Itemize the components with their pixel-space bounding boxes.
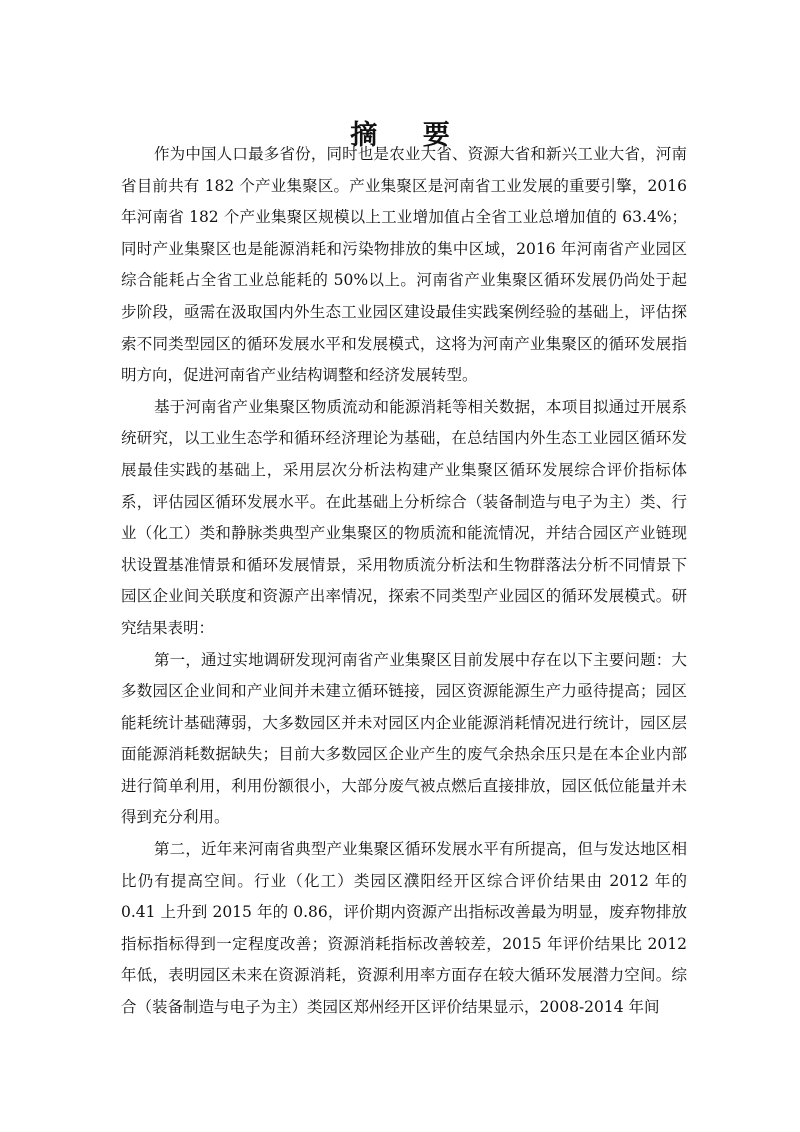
abstract-paragraph-2: 基于河南省产业集聚区物质流动和能源消耗等相关数据，本项目拟通过开展系统研究，以工业生态学和循环经济理论为基础，在总结国内外生态工业园区循环发展最佳实践的基础上，采用层次分析法构建产业集聚区循环发展综合评价指标体系，评估园区循环发展水平。在此基础上分析综合（装备制造与电子为主）类、行业（化工）类和静脉类典型产业集聚区的物质流和能流情况，并结合园区产业链现状设置基准情景和循环发展情景，采用物质流分析法和生物群落法分析不同情景下园区企业间关联度和资源产出率情况，探索不同类型产业园区的循环发展模式。研究结果表明： xyxy=(121,397,687,637)
abstract-title: 摘 要 xyxy=(350,120,468,152)
abstract-paragraph-3: 第一，通过实地调研发现河南省产业集聚区目前发展中存在以下主要问题：大多数园区企业间和产业间并未建立循环链接，园区资源能源生产力亟待提高；园区能耗统计基础薄弱，大多数园区并未对园区内企业能源消耗情况进行统计，园区层面能源消耗数据缺失；目前大多数园区企业产生的废气余热余压只是在本企业内部进行简单利用，利用份额很小，大部分废气被点燃后直接排放，园区低位能量并未得到充分利用。 xyxy=(121,650,687,827)
abstract-paragraph-4: 第二，近年来河南省典型产业集聚区循环发展水平有所提高，但与发达地区相比仍有提高空间。行业（化工）类园区濮阳经开区综合评价结果由 2012 年的 0.41 上升到 2015 年的 0.86，评价期内资源产出指标改善最为明显，废弃物排放指标指标得到一定程度改善；资源消耗指标改善较差，2015 年评价结果比 2012 年低，表明园区未来在资源消耗，资源利用率方面存在较大循环发展潜力空间。综合（装备制造与电子为主）类园区郑州经开区评价结果显示，2008-2014 年间 xyxy=(121,840,687,1017)
abstract-body xyxy=(121,139,687,1024)
abstract-paragraph-1: 作为中国人口最多省份，同时也是农业大省、资源大省和新兴工业大省，河南省目前共有 182 个产业集聚区。产业集聚区是河南省工业发展的重要引擎，2016 年河南省 182 个产业集聚区规模以上工业增加值占全省工业总增加值的 63.4%；同时产业集聚区也是能源消耗和污染物排放的集中区域，2016 年河南省产业园区综合能耗占全省工业总能耗的 50%以上。河南省产业集聚区循环发展仍尚处于起步阶段，亟需在汲取国内外生态工业园区建设最佳实践案例经验的基础上，评估探索不同类型园区的循环发展水平和发展模式，这将为河南产业集聚区的循环发展指明方向，促进河南省产业结构调整和经济发展转型。 xyxy=(121,145,687,385)
